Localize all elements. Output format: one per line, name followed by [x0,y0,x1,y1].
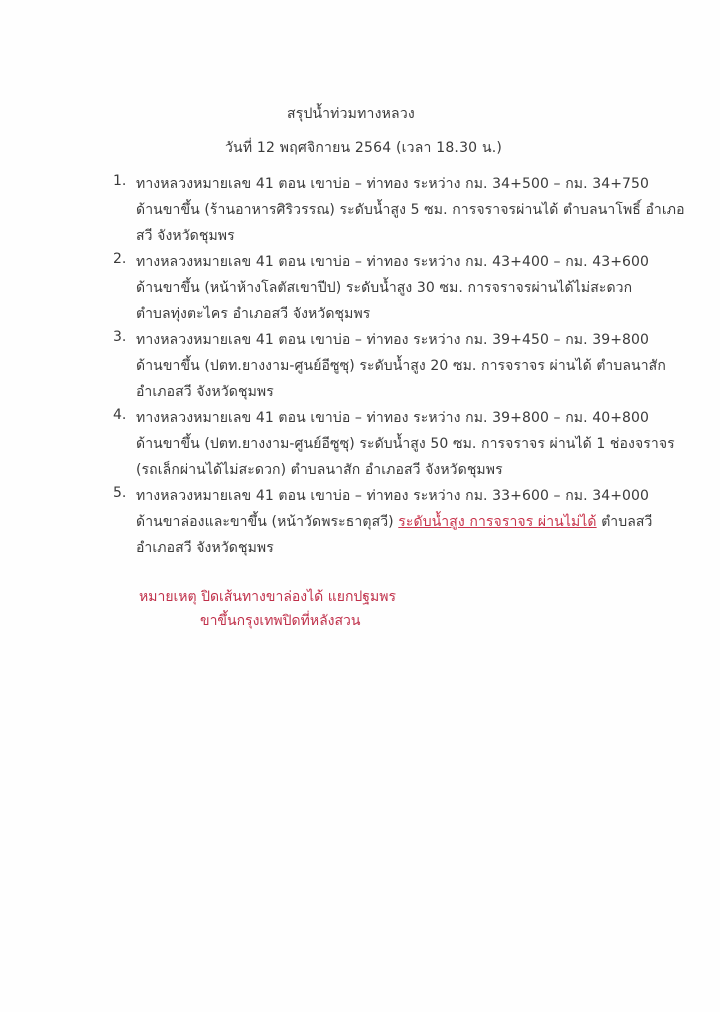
list-item [0,407,720,485]
document-date: วันที่ 12 พฤศจิกายน 2564 (เวลา 18.30 น.) [225,140,503,156]
item-number: 5. [113,485,127,501]
item-line: (รถเล็กผ่านได้ไม่สะดวก) ตำบลนาสัก อำเภอสวี จังหวัดชุมพร [136,462,503,478]
item-text: ตำบลสวี [596,514,653,530]
note-line-1: หมายเหตุ ปิดเส้นทางขาล่องได้ แยกปฐมพร [139,589,397,605]
item-line: สวี จังหวัดชุมพร [136,228,235,244]
item-line: อำเภอสวี จังหวัดชุมพร [136,384,274,400]
item-number: 4. [113,407,127,423]
road-closed-highlight: ระดับน้ำสูง การจราจร ผ่านไม่ได้ [398,514,597,530]
item-text: ด้านขาล่องและขาขึ้น (หน้าวัดพระธาตุสวี) [136,514,399,530]
item-line: ทางหลวงหมายเลข 41 ตอน เขาบ่อ – ท่าทอง ระหว่าง กม. 39+800 – กม. 40+800 [136,410,650,426]
document-title: สรุปน้ำท่วมทางหลวง [287,106,415,122]
list-item [0,485,720,563]
list-item [0,251,720,329]
item-number: 2. [113,251,127,267]
item-line: ด้านขาขึ้น (ร้านอาหารศิริวรรณ) ระดับน้ำสูง 5 ซม. การจราจรผ่านได้ ตำบลนาโพธิ์ อำเภอ [136,202,685,218]
list-item [0,329,720,407]
item-line: ด้านขาขึ้น (ปตท.ยางงาม-ศูนย์อีซูซุ) ระดับน้ำสูง 50 ซม. การจราจร ผ่านได้ 1 ช่องจราจร [136,436,675,452]
item-number: 1. [113,173,127,189]
item-number: 3. [113,329,127,345]
item-line: ทางหลวงหมายเลข 41 ตอน เขาบ่อ – ท่าทอง ระหว่าง กม. 39+450 – กม. 39+800 [136,332,650,348]
item-line-mixed [136,511,653,533]
flood-report-list [0,173,720,563]
list-item [0,173,720,251]
note-line-2: ขาขึ้นกรุงเทพปิดที่หลังสวน [200,613,361,629]
item-line: ทางหลวงหมายเลข 41 ตอน เขาบ่อ – ท่าทอง ระหว่าง กม. 33+600 – กม. 34+000 [136,488,650,504]
item-line: ด้านขาขึ้น (ปตท.ยางงาม-ศูนย์อีซูซุ) ระดับน้ำสูง 20 ซม. การจราจร ผ่านได้ ตำบลนาสัก [136,358,666,374]
item-line: ทางหลวงหมายเลข 41 ตอน เขาบ่อ – ท่าทอง ระหว่าง กม. 43+400 – กม. 43+600 [136,254,650,270]
item-line: ตำบลทุ่งตะไคร อำเภอสวี จังหวัดชุมพร [136,306,371,322]
item-line: ทางหลวงหมายเลข 41 ตอน เขาบ่อ – ท่าทอง ระหว่าง กม. 34+500 – กม. 34+750 [136,176,650,192]
item-line: ด้านขาขึ้น (หน้าห้างโลตัสเขาปีป) ระดับน้ำสูง 30 ซม. การจราจรผ่านได้ไม่สะดวก [136,280,633,296]
item-line: อำเภอสวี จังหวัดชุมพร [136,540,274,556]
